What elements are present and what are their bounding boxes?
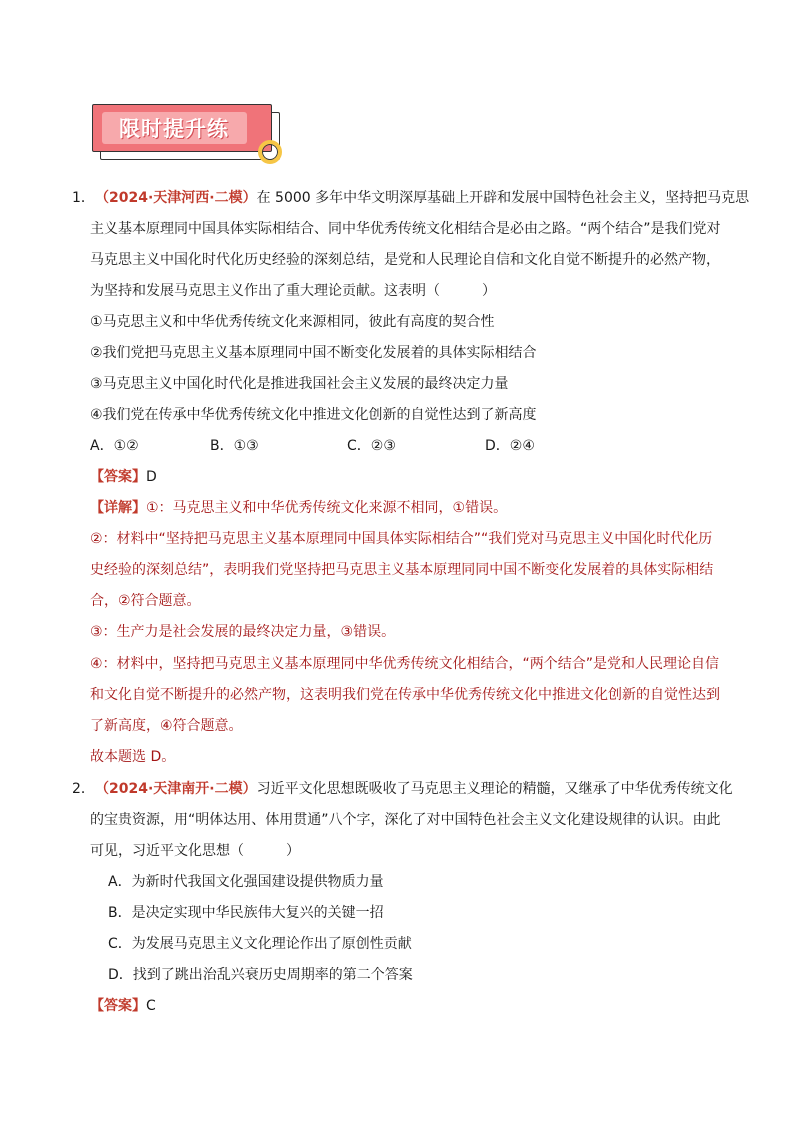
q1-detail-line-1 (90, 498, 507, 518)
q1-option-d: D．②④ (485, 438, 535, 454)
section-banner (92, 104, 292, 164)
q1-statement-1: ①马克思主义和中华优秀传统文化来源相同，彼此有高度的契合性 (90, 314, 495, 330)
q1-statement-3: ③马克思主义中国化时代化是推进我国社会主义发展的最终决定力量 (90, 376, 509, 392)
q1-detail-line-2: ②：材料中“坚持把马克思主义基本原理同中国具体实际相结合”“我们党对马克思主义中国化时代化历 (90, 531, 713, 547)
q1-answer (90, 467, 157, 487)
q1-option-c: C．②③ (347, 438, 396, 454)
q1-stem-line-1 (95, 188, 749, 208)
q2-option-d: D．找到了跳出治乱兴衰历史周期率的第二个答案 (108, 967, 413, 983)
q1-statement-4: ④我们党在传承中华优秀传统文化中推进文化创新的自觉性达到了新高度 (90, 407, 537, 423)
banner-plate (92, 104, 272, 152)
q2-stem-line-2: 的宝贵资源，用“明体达用、体用贯通”八个字，深化了对中国特色社会主义文化建设规律的认识。由此 (90, 812, 721, 828)
q1-answer-tag: 【答案】 (90, 469, 146, 485)
q2-stem-line-3: 可见，习近平文化思想（ ） (90, 843, 300, 859)
q2-stem-text-1: 习近平文化思想既吸收了马克思主义理论的精髓，又继承了中华优秀传统文化 (256, 781, 733, 797)
q1-conclusion: 故本题选 D。 (90, 749, 176, 765)
q2-answer-tag: 【答案】 (90, 998, 146, 1014)
q1-stem-text-1: 在 5000 多年中华文明深厚基础上开辟和发展中国特色社会主义，坚持把马克思 (256, 190, 750, 206)
q1-stem-line-4: 为坚持和发展马克思主义作出了重大理论贡献。这表明（ ） (90, 283, 496, 299)
q1-option-a: A．①② (90, 438, 139, 454)
q1-detail-line-8: 了新高度，④符合题意。 (90, 718, 243, 734)
banner-ring-icon (258, 140, 282, 164)
q1-number: 1． (72, 190, 95, 206)
q1-detail-line-7: 和文化自觉不断提升的必然产物，这表明我们党在传承中华优秀传统文化中推进文化创新的自觉性达到 (90, 687, 720, 703)
q1-detail-text-1: ①：马克思主义和中华优秀传统文化来源不相同，①错误。 (146, 500, 508, 516)
q1-stem-line-2: 主义基本原理同中国具体实际相结合、同中华优秀传统文化相结合是必由之路。“两个结合”是我们党对 (90, 221, 721, 237)
q1-answer-value: D (146, 469, 157, 485)
q1-statement-2: ②我们党把马克思主义基本原理同中国不断变化发展着的具体实际相结合 (90, 345, 537, 361)
banner-title: 限时提升练 (119, 117, 229, 141)
q1-detail-tag: 【详解】 (90, 500, 146, 516)
q1-stem-line-3: 马克思主义中国化时代化历史经验的深刻总结，是党和人民理论自信和文化自觉不断提升的必然产物， (90, 252, 720, 268)
q1-source: （2024·天津河西·二模） (95, 190, 257, 206)
q2-answer (90, 996, 156, 1016)
q1-detail-line-3: 史经验的深刻总结”，表明我们党坚持把马克思主义基本原理同同中国不断变化发展着的具体实际相结 (90, 562, 714, 578)
q1-detail-line-6: ④：材料中，坚持把马克思主义基本原理同中华优秀传统文化相结合，“两个结合”是党和人民理论自信 (90, 656, 720, 672)
q1-detail-line-4: 合，②符合题意。 (90, 593, 201, 609)
q2-answer-value: C (146, 998, 156, 1014)
q2-stem-line-1 (95, 779, 733, 799)
q2-number: 2． (72, 781, 95, 797)
q2-option-c: C．为发展马克思主义文化理论作出了原创性贡献 (108, 936, 412, 952)
q2-option-b: B．是决定实现中华民族伟大复兴的关键一招 (108, 905, 384, 921)
q1-detail-line-5: ③：生产力是社会发展的最终决定力量，③错误。 (90, 624, 396, 640)
q2-source: （2024·天津南开·二模） (95, 781, 257, 797)
q2-option-a: A．为新时代我国文化强国建设提供物质力量 (108, 874, 384, 890)
q1-option-b: B．①③ (210, 438, 259, 454)
